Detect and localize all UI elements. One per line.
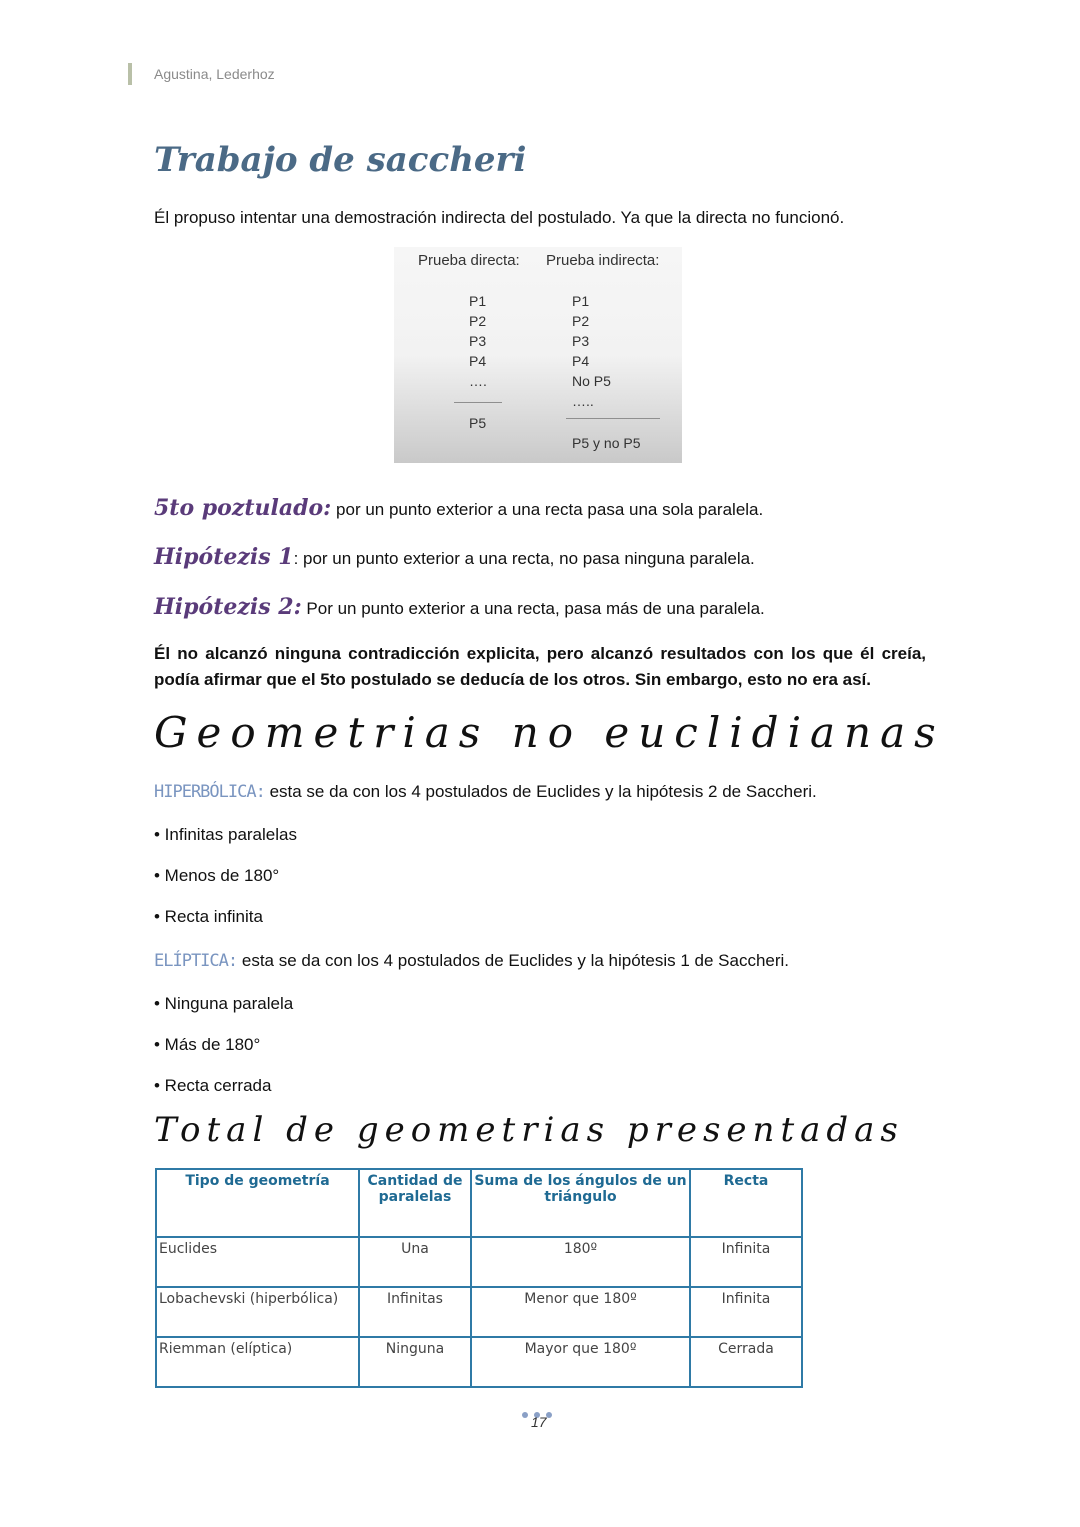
direct-line: P1 [469, 293, 487, 309]
table-cell: Mayor que 180º [471, 1337, 690, 1387]
table-cell: Una [359, 1237, 471, 1287]
hyperbolic-line [154, 782, 817, 802]
table-cell: Infinita [690, 1237, 802, 1287]
section-title-total: Total de geometrias presentadas [154, 1110, 904, 1150]
conclusion-paragraph: Él no alcanzó ninguna contradicción explicita, pero alcanzó resultados con los que él creía, podía afirmar que el 5to postulado se deducía de los otros. Sin embargo, esto no era así. [154, 644, 926, 689]
table-cell: Cerrada [690, 1337, 802, 1387]
section-title-non-euclidean: Geometrias no euclidianas [154, 708, 945, 757]
list-item: • Recta infinita [154, 907, 263, 926]
list-item: • Recta cerrada [154, 1076, 272, 1095]
hypothesis-2-label: Hipótezis 2: [154, 594, 302, 620]
elliptic-line [154, 951, 789, 971]
table-row [156, 1237, 802, 1287]
intro-paragraph: Él propuso intentar una demostración indirecta del postulado. Ya que la directa no funcionó. [154, 208, 845, 227]
indirect-proof-rule [566, 418, 660, 419]
hypothesis-1-text: : por un punto exterior a una recta, no pasa ninguna paralela. [293, 549, 755, 568]
header-author: Agustina, Lederhoz [154, 66, 275, 82]
table-cell: Riemman (elíptica) [156, 1337, 359, 1387]
table-row [156, 1287, 802, 1337]
hyperbolic-text: esta se da con los 4 postulados de Euclides y la hipótesis 2 de Saccheri. [269, 782, 817, 801]
hypothesis-1-label: Hipótezis 1 [154, 544, 294, 570]
section-title-saccheri: Trabajo de saccheri [154, 140, 527, 180]
postulate-label: 5to poztulado: [154, 495, 332, 521]
postulate-text: por un punto exterior a una recta pasa una sola paralela. [336, 500, 764, 519]
table-cell: Infinita [690, 1287, 802, 1337]
geometry-table [155, 1168, 803, 1388]
proof-comparison-image [394, 247, 682, 463]
hypothesis-1-line [154, 544, 755, 570]
table-header: Tipo de geometría [156, 1169, 359, 1237]
postulate-line [154, 495, 763, 521]
hyperbolic-label: HIPERBÓLICA: [154, 782, 265, 802]
table-cell: Infinitas [359, 1287, 471, 1337]
direct-line: P2 [469, 313, 487, 329]
direct-line: …. [469, 373, 487, 389]
direct-proof-title: Prueba directa: [418, 252, 520, 269]
page-number: 17 [531, 1414, 547, 1430]
indirect-line: P3 [572, 333, 590, 349]
direct-proof-rule [454, 402, 502, 403]
table-header: Recta [690, 1169, 802, 1237]
indirect-line: P5 y no P5 [572, 435, 641, 451]
list-item: • Ninguna paralela [154, 994, 294, 1013]
table-cell: Menor que 180º [471, 1287, 690, 1337]
indirect-line: P2 [572, 313, 590, 329]
direct-line: P5 [469, 415, 487, 431]
table-header: Suma de los ángulos de un triángulo [471, 1169, 690, 1237]
indirect-line: No P5 [572, 373, 611, 389]
indirect-line: P4 [572, 353, 590, 369]
list-item: • Más de 180° [154, 1035, 261, 1054]
elliptic-label: ELÍPTICA: [154, 951, 238, 971]
list-item: • Menos de 180° [154, 866, 280, 885]
table-header-row [156, 1169, 802, 1237]
indirect-line: P1 [572, 293, 590, 309]
elliptic-text: esta se da con los 4 postulados de Euclides y la hipótesis 1 de Saccheri. [241, 951, 790, 970]
table-cell: 180º [471, 1237, 690, 1287]
table-row [156, 1337, 802, 1387]
list-item: • Infinitas paralelas [154, 825, 297, 844]
indirect-proof-title: Prueba indirecta: [546, 252, 660, 269]
direct-line: P4 [469, 353, 487, 369]
dot-icon [522, 1412, 528, 1418]
table-cell: Euclides [156, 1237, 359, 1287]
table-header: Cantidad de paralelas [359, 1169, 471, 1237]
header-accent-bar [128, 63, 132, 85]
hypothesis-2-line [154, 594, 765, 620]
direct-line: P3 [469, 333, 487, 349]
indirect-line: ….. [572, 393, 594, 409]
hypothesis-2-text: Por un punto exterior a una recta, pasa más de una paralela. [306, 599, 765, 618]
table-cell: Ninguna [359, 1337, 471, 1387]
table-cell: Lobachevski (hiperbólica) [156, 1287, 359, 1337]
